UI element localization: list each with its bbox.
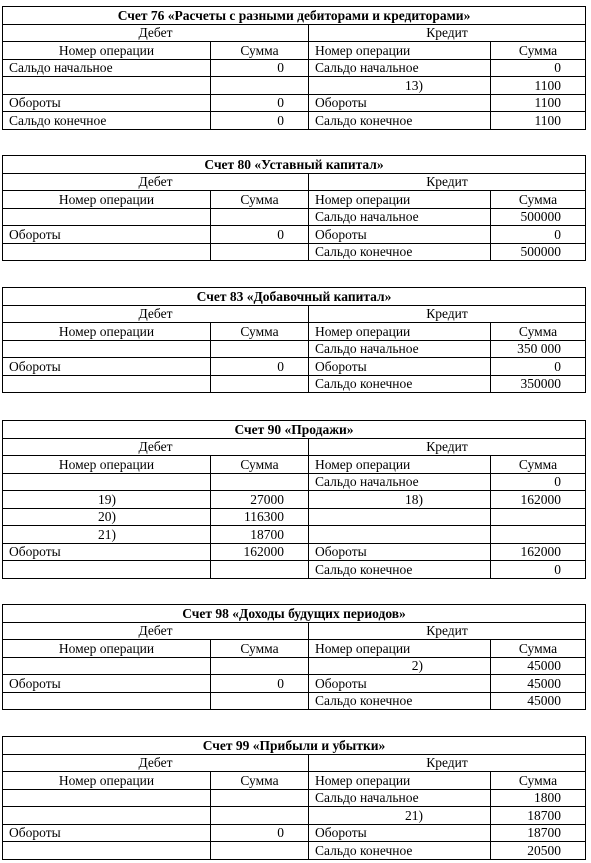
credit-op-cell: Сальдо начальное bbox=[309, 59, 491, 77]
debit-amount-header: Сумма bbox=[211, 323, 309, 341]
credit-header: Кредит bbox=[309, 24, 586, 42]
debit-amount-cell: 0 bbox=[211, 358, 309, 376]
table-row bbox=[3, 824, 586, 842]
credit-op-cell: Обороты bbox=[309, 824, 491, 842]
debit-op-cell: 20) bbox=[3, 508, 211, 526]
account-title: Счет 83 «Добавочный капитал» bbox=[3, 288, 586, 306]
credit-op-cell: Сальдо конечное bbox=[309, 561, 491, 579]
debit-op-cell bbox=[3, 842, 211, 860]
credit-amount-cell bbox=[491, 526, 586, 544]
credit-amount-cell: 0 bbox=[491, 59, 586, 77]
debit-op-cell: Обороты bbox=[3, 358, 211, 376]
credit-amount-cell: 162000 bbox=[491, 491, 586, 509]
account-title: Счет 98 «Доходы будущих периодов» bbox=[3, 605, 586, 623]
debit-op-header: Номер операции bbox=[3, 772, 211, 790]
debit-amount-header: Сумма bbox=[211, 640, 309, 658]
table-row bbox=[3, 112, 586, 130]
credit-op-cell: 13) bbox=[309, 77, 491, 95]
debit-amount-cell bbox=[211, 561, 309, 579]
debit-op-cell: Сальдо начальное bbox=[3, 59, 211, 77]
credit-op-header: Номер операции bbox=[309, 640, 491, 658]
credit-op-header: Номер операции bbox=[309, 772, 491, 790]
debit-header: Дебет bbox=[3, 754, 309, 772]
credit-op-cell: 18) bbox=[309, 491, 491, 509]
table-row bbox=[3, 692, 586, 710]
debit-amount-cell: 0 bbox=[211, 226, 309, 244]
account-title: Счет 80 «Уставный капитал» bbox=[3, 156, 586, 174]
debit-op-cell: 21) bbox=[3, 526, 211, 544]
credit-op-cell: Сальдо начальное bbox=[309, 789, 491, 807]
debit-amount-cell: 162000 bbox=[211, 543, 309, 561]
credit-op-cell: Сальдо конечное bbox=[309, 375, 491, 393]
credit-amount-header: Сумма bbox=[491, 772, 586, 790]
credit-op-cell: 2) bbox=[309, 657, 491, 675]
credit-amount-cell: 350 000 bbox=[491, 340, 586, 358]
account-99-table bbox=[2, 736, 586, 860]
debit-op-cell: Обороты bbox=[3, 824, 211, 842]
credit-header: Кредит bbox=[309, 305, 586, 323]
debit-amount-cell bbox=[211, 473, 309, 491]
table-row bbox=[3, 358, 586, 376]
debit-amount-cell bbox=[211, 807, 309, 825]
debit-op-cell bbox=[3, 375, 211, 393]
debit-op-cell: Сальдо конечное bbox=[3, 112, 211, 130]
credit-amount-cell: 1100 bbox=[491, 112, 586, 130]
debit-header: Дебет bbox=[3, 438, 309, 456]
account-title: Счет 90 «Продажи» bbox=[3, 421, 586, 439]
debit-op-header: Номер операции bbox=[3, 323, 211, 341]
debit-op-cell: 19) bbox=[3, 491, 211, 509]
table-row bbox=[3, 59, 586, 77]
credit-amount-cell: 1800 bbox=[491, 789, 586, 807]
table-row bbox=[3, 675, 586, 693]
credit-amount-cell: 45000 bbox=[491, 657, 586, 675]
credit-amount-cell: 350000 bbox=[491, 375, 586, 393]
table-row bbox=[3, 94, 586, 112]
table-row bbox=[3, 789, 586, 807]
debit-amount-cell: 18700 bbox=[211, 526, 309, 544]
debit-op-header: Номер операции bbox=[3, 42, 211, 60]
credit-amount-cell: 45000 bbox=[491, 692, 586, 710]
credit-amount-cell: 45000 bbox=[491, 675, 586, 693]
credit-header: Кредит bbox=[309, 438, 586, 456]
debit-amount-cell bbox=[211, 657, 309, 675]
debit-header: Дебет bbox=[3, 24, 309, 42]
table-row bbox=[3, 243, 586, 261]
table-row bbox=[3, 807, 586, 825]
credit-amount-cell: 18700 bbox=[491, 824, 586, 842]
debit-op-cell bbox=[3, 561, 211, 579]
credit-op-cell: Сальдо конечное bbox=[309, 692, 491, 710]
credit-op-cell: Сальдо конечное bbox=[309, 842, 491, 860]
credit-op-header: Номер операции bbox=[309, 191, 491, 209]
table-row bbox=[3, 340, 586, 358]
credit-amount-header: Сумма bbox=[491, 323, 586, 341]
credit-op-cell: Сальдо начальное bbox=[309, 473, 491, 491]
debit-amount-header: Сумма bbox=[211, 42, 309, 60]
account-98-table bbox=[2, 604, 586, 710]
credit-amount-cell: 500000 bbox=[491, 243, 586, 261]
credit-op-cell: Обороты bbox=[309, 358, 491, 376]
debit-header: Дебет bbox=[3, 173, 309, 191]
debit-amount-cell bbox=[211, 208, 309, 226]
credit-op-cell: 21) bbox=[309, 807, 491, 825]
debit-op-cell: Обороты bbox=[3, 94, 211, 112]
credit-op-cell: Сальдо конечное bbox=[309, 112, 491, 130]
credit-amount-cell: 162000 bbox=[491, 543, 586, 561]
table-row bbox=[3, 473, 586, 491]
debit-amount-cell: 116300 bbox=[211, 508, 309, 526]
table-row bbox=[3, 657, 586, 675]
credit-header: Кредит bbox=[309, 173, 586, 191]
debit-amount-cell bbox=[211, 340, 309, 358]
debit-amount-cell bbox=[211, 243, 309, 261]
credit-op-cell: Сальдо конечное bbox=[309, 243, 491, 261]
credit-amount-cell: 1100 bbox=[491, 77, 586, 95]
table-row bbox=[3, 842, 586, 860]
debit-header: Дебет bbox=[3, 305, 309, 323]
credit-op-cell: Обороты bbox=[309, 675, 491, 693]
table-row bbox=[3, 543, 586, 561]
debit-op-cell bbox=[3, 340, 211, 358]
debit-amount-cell: 0 bbox=[211, 94, 309, 112]
table-row bbox=[3, 508, 586, 526]
debit-amount-cell bbox=[211, 789, 309, 807]
credit-amount-cell: 20500 bbox=[491, 842, 586, 860]
debit-op-header: Номер операции bbox=[3, 456, 211, 474]
credit-amount-cell: 1100 bbox=[491, 94, 586, 112]
credit-amount-cell: 18700 bbox=[491, 807, 586, 825]
debit-op-cell: Обороты bbox=[3, 226, 211, 244]
table-row bbox=[3, 375, 586, 393]
account-76-table bbox=[2, 6, 586, 130]
credit-op-cell: Сальдо начальное bbox=[309, 340, 491, 358]
table-row bbox=[3, 208, 586, 226]
debit-op-cell bbox=[3, 243, 211, 261]
debit-amount-cell: 0 bbox=[211, 675, 309, 693]
credit-amount-header: Сумма bbox=[491, 191, 586, 209]
debit-amount-cell bbox=[211, 375, 309, 393]
credit-header: Кредит bbox=[309, 754, 586, 772]
credit-header: Кредит bbox=[309, 622, 586, 640]
table-row bbox=[3, 526, 586, 544]
table-row bbox=[3, 77, 586, 95]
account-80-table bbox=[2, 155, 586, 261]
credit-op-cell: Обороты bbox=[309, 543, 491, 561]
debit-op-cell bbox=[3, 208, 211, 226]
credit-op-cell bbox=[309, 526, 491, 544]
debit-op-cell bbox=[3, 807, 211, 825]
credit-op-cell bbox=[309, 508, 491, 526]
account-title: Счет 76 «Расчеты с разными дебиторами и кредиторами» bbox=[3, 7, 586, 25]
credit-amount-header: Сумма bbox=[491, 42, 586, 60]
credit-amount-cell: 0 bbox=[491, 473, 586, 491]
debit-amount-cell: 0 bbox=[211, 112, 309, 130]
table-row bbox=[3, 491, 586, 509]
debit-amount-header: Сумма bbox=[211, 456, 309, 474]
debit-op-cell: Обороты bbox=[3, 543, 211, 561]
credit-op-cell: Сальдо начальное bbox=[309, 208, 491, 226]
debit-amount-cell bbox=[211, 842, 309, 860]
credit-op-header: Номер операции bbox=[309, 456, 491, 474]
debit-amount-cell bbox=[211, 692, 309, 710]
credit-amount-cell: 0 bbox=[491, 226, 586, 244]
debit-op-cell bbox=[3, 789, 211, 807]
debit-amount-cell: 27000 bbox=[211, 491, 309, 509]
credit-amount-header: Сумма bbox=[491, 640, 586, 658]
credit-amount-cell: 500000 bbox=[491, 208, 586, 226]
debit-amount-cell: 0 bbox=[211, 824, 309, 842]
debit-op-cell bbox=[3, 77, 211, 95]
debit-op-cell bbox=[3, 692, 211, 710]
account-90-table bbox=[2, 420, 586, 579]
debit-amount-header: Сумма bbox=[211, 772, 309, 790]
credit-op-cell: Обороты bbox=[309, 226, 491, 244]
debit-op-cell: Обороты bbox=[3, 675, 211, 693]
credit-amount-header: Сумма bbox=[491, 456, 586, 474]
table-row bbox=[3, 226, 586, 244]
debit-op-header: Номер операции bbox=[3, 191, 211, 209]
account-title: Счет 99 «Прибыли и убытки» bbox=[3, 737, 586, 755]
debit-amount-cell: 0 bbox=[211, 59, 309, 77]
credit-op-cell: Обороты bbox=[309, 94, 491, 112]
debit-amount-cell bbox=[211, 77, 309, 95]
debit-amount-header: Сумма bbox=[211, 191, 309, 209]
account-83-table bbox=[2, 287, 586, 393]
debit-header: Дебет bbox=[3, 622, 309, 640]
credit-amount-cell: 0 bbox=[491, 358, 586, 376]
debit-op-header: Номер операции bbox=[3, 640, 211, 658]
credit-op-header: Номер операции bbox=[309, 42, 491, 60]
debit-op-cell bbox=[3, 657, 211, 675]
debit-op-cell bbox=[3, 473, 211, 491]
credit-amount-cell bbox=[491, 508, 586, 526]
credit-op-header: Номер операции bbox=[309, 323, 491, 341]
table-row bbox=[3, 561, 586, 579]
credit-amount-cell: 0 bbox=[491, 561, 586, 579]
